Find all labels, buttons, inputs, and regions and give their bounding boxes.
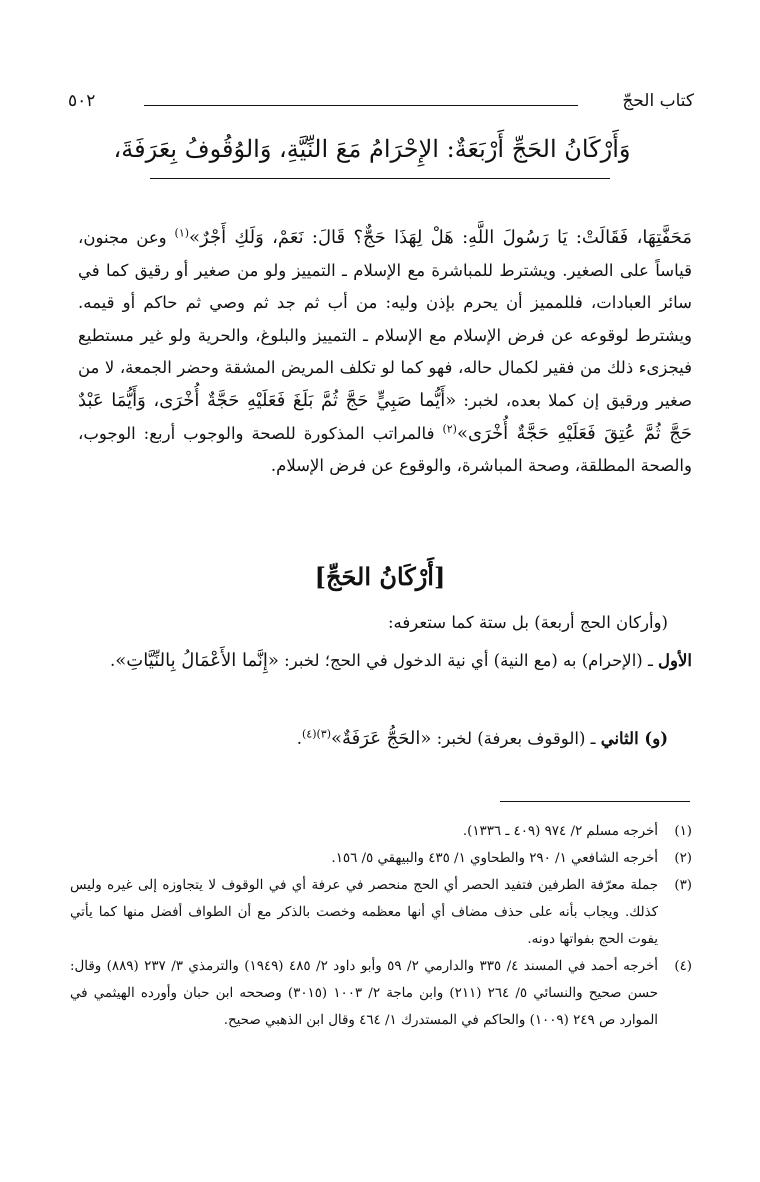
footnote-ref: (١) [174,226,190,240]
paragraph-text: وعن مجنون، قياساً على الصغير. ويشترط للمباشرة مع الإسلام ـ التمييز ولو من صغير أو رقيق كما في سائر العبادات، فللمميز أن يحرم بإذن وليه: من أب ثم جد ثم وصي ثم حاكم أو قيمه. ويشترط لوقوعه عن فرض الإسلام مع الإسلام ـ التمييز والبلوغ، والحرية ولو غير مستطيع فيجزىء ذلك من فقير لكمال حاله، فهو كما لو تكلف المريض المشقة وحضر الجمعة، لا من صغير ورقيق إن كملا بعده، لخبر: [78,228,693,410]
footnote-number: (٤) [674,959,692,974]
footnote-text: جملة معرّفة الطرفين فتفيد الحصر أي الحج منحصر في عرفة أي في الوقوف لا يتجاوزه إلى غيره وليس كذلك. ويجاب بأنه على حذف مضاف أي أنها معظمه وخصت بالذكر مع أن الطواف أفضل منها كما يأتي يفوت الحج بفواتها دونه. [70,878,658,947]
second-pillar [78,722,692,755]
pillar-label: الأول [658,651,692,670]
footnote [70,845,692,872]
pillar-text: ـ (الإحرام) به (مع النية) أي نية الدخول في الحج؛ لخبر: [278,651,659,670]
footnote [70,953,692,1034]
hadith-quote: «إِنَّما الأَعْمَالُ بِالنِّيَّاتِ» [115,650,279,671]
matn-rule [150,178,610,179]
hadith-quote: مَحَفَّتِهَا، فَقَالَتْ: يَا رَسُولَ اللَّهِ: هَلْ لِهَذَا حَجٌّ؟ قَالَ: نَعَمْ، وَلَكِ أَجْرٌ» [189,227,692,248]
hadith-quote: «الحَجُّ عَرَفَةٌ» [331,728,432,749]
pillar-label: الثاني [600,729,639,748]
footnotes [70,818,692,1034]
footnote-text: أخرجه مسلم ٢/ ٩٧٤ (٤٠٩ ـ ١٣٣٦). [462,824,658,839]
footnote-number: (٢) [674,851,692,866]
punctuation: . [110,651,116,670]
footnote-number: (١) [674,824,692,839]
footnote-text: أخرجه أحمد في المسند ٤/ ٣٣٥ والدارمي ٢/ ٥٩ وأبو داود ٢/ ٤٨٥ (١٩٤٩) والترمذي ٣/ ٢٣٧ (٨٨٩) وقال: حسن صحيح والنسائي ٥/ ٢٦٤ (٢١١) وابن ماجة ٢/ ١٠٠٣ (٣٠١٥) وصححه ابن حبان وأورده الهيثمي في الموارد ص ٢٤٩ (١٠٠٩) والحاكم في المستدرك ١/ ٤٦٤ وقال ابن الذهبي صحيح. [70,959,659,1028]
pillar-text: ـ (الوقوف بعرفة) لخبر: [431,729,601,748]
section-heading: [أَرْكَانُ الحَجِّ] [314,562,446,591]
page-number: ٥٠٢ [68,91,96,111]
footnote-separator [500,801,690,802]
commentary-paragraph [78,222,692,483]
footnote-ref: (٣)(٤) [301,727,331,741]
footnote-number: (٣) [674,878,692,893]
footnote [70,818,692,845]
running-header [60,88,700,118]
footnote [70,872,692,953]
matn-line: وَأَرْكَانُ الحَجِّ أَرْبَعَةٌ: الإِحْرَامُ مَعَ النِّيَّةِ، وَالوُقُوفُ بِعَرَفَةَ، [113,135,631,163]
paragraph-text: فالمراتب المذكورة للصحة والوجوب أربع: الوجوب، والصحة المطلقة، وصحة المباشرة، والوقوع عن فرض الإسلام. [78,423,692,476]
punctuation: . [296,729,302,748]
chapter-title: كتاب الحجّ [622,91,694,111]
hadith-quote: «أَيُّما صَبِيٍّ حَجَّ ثُمَّ بَلَغَ فَعَلَيْهِ حَجَّةٌ أُخْرَى، وَأَيُّمَا عَبْدٌ حَجَّ ثُمَّ عُتِقَ فَعَلَيْهِ حَجَّةٌ أُخْرَى» [78,389,692,444]
header-rule [144,105,578,106]
footnote-text: أخرجه الشافعي ١/ ٢٩٠ والطحاوي ١/ ٤٣٥ والبيهقي ٥/ ١٥٦. [331,851,658,866]
intro-line: (وأركان الحج أربعة) بل ستة كما ستعرفه: [387,613,668,632]
footnote-ref: (٢) [442,422,457,436]
section-intro [78,606,692,639]
first-pillar [78,644,692,677]
pillar-prefix: (و) [638,729,668,748]
